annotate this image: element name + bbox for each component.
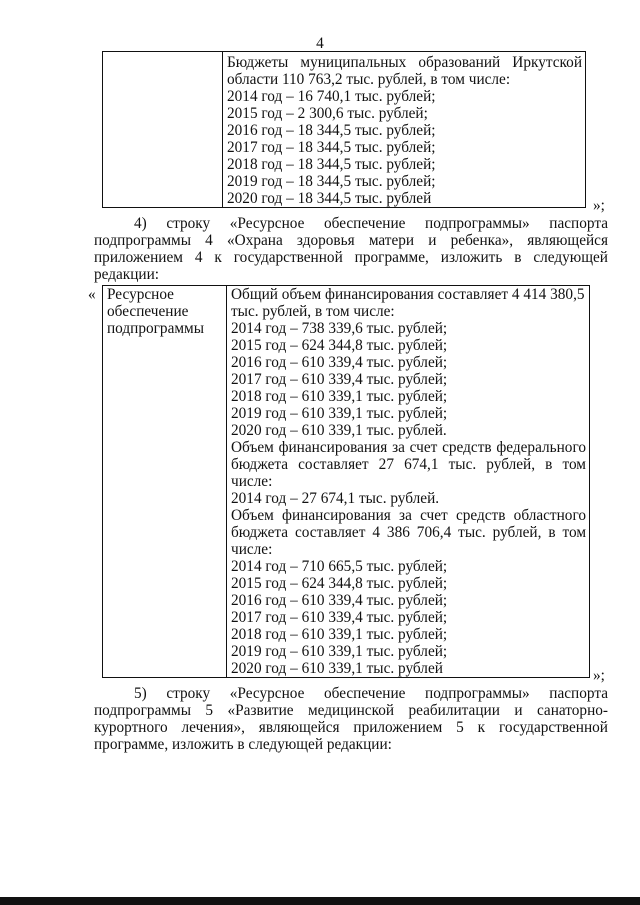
table-line: Общий объем финансирования составляет 4 414 380,5 bbox=[231, 286, 585, 303]
table-line: 2020 год – 610 339,1 тыс. рублей. bbox=[231, 422, 447, 439]
opening-quote-mark: « bbox=[88, 286, 96, 303]
table-line: 2017 год – 610 339,4 тыс. рублей; bbox=[231, 371, 448, 388]
table-line: 2016 год – 610 339,4 тыс. рублей; bbox=[231, 592, 448, 609]
table-label-line: Ресурсное bbox=[107, 286, 174, 303]
resource-table-continuation bbox=[102, 51, 586, 208]
paragraph-line: подпрограммы 5 «Развитие медицинской реабилитации и санаторно- bbox=[94, 702, 608, 719]
table-line: 2018 год – 18 344,5 тыс. рублей; bbox=[227, 156, 436, 173]
resource-table-subprogram-4 bbox=[102, 285, 590, 678]
paragraph-line: 4) строку «Ресурсное обеспечение подпрограммы» паспорта bbox=[134, 215, 608, 232]
page-number: 4 bbox=[316, 35, 324, 52]
table-line: 2015 год – 2 300,6 тыс. рублей; bbox=[227, 105, 428, 122]
table-line: 2017 год – 18 344,5 тыс. рублей; bbox=[227, 139, 436, 156]
table-line: числе: bbox=[231, 541, 273, 558]
table-line: 2018 год – 610 339,1 тыс. рублей; bbox=[231, 626, 448, 643]
table-label-line: обеспечение bbox=[107, 303, 189, 320]
table-row bbox=[103, 52, 586, 208]
table-line: 2016 год – 610 339,4 тыс. рублей; bbox=[231, 354, 448, 371]
table-line: 2019 год – 610 339,1 тыс. рублей; bbox=[231, 405, 448, 422]
table-line: 2016 год – 18 344,5 тыс. рублей; bbox=[227, 122, 436, 139]
table-line: 2018 год – 610 339,1 тыс. рублей; bbox=[231, 388, 448, 405]
table-line: числе: bbox=[231, 473, 273, 490]
table-line: 2014 год – 738 339,6 тыс. рублей; bbox=[231, 320, 448, 337]
table-line: 2014 год – 27 674,1 тыс. рублей. bbox=[231, 490, 440, 507]
table-line: бюджета составляет 4 386 706,4 тыс. рублей, в том bbox=[231, 524, 586, 541]
scan-edge bbox=[0, 897, 640, 905]
paragraph-line: редакции: bbox=[94, 266, 160, 283]
table-line: 2020 год – 610 339,1 тыс. рублей bbox=[231, 660, 443, 677]
table-line: Бюджеты муниципальных образований Иркутской bbox=[227, 54, 582, 71]
table-line: 2019 год – 610 339,1 тыс. рублей; bbox=[231, 643, 448, 660]
table-row bbox=[103, 286, 590, 678]
closing-quote-mark: »; bbox=[593, 197, 605, 214]
paragraph-item-4 bbox=[94, 215, 608, 283]
table-line: области 110 763,2 тыс. рублей, в том числе: bbox=[227, 71, 511, 88]
paragraph-line: курортного лечения», являющейся приложением 5 к государственной bbox=[94, 719, 608, 736]
paragraph-line: подпрограммы 4 «Охрана здоровья матери и ребенка», являющейся bbox=[94, 232, 608, 249]
table-line: бюджета составляет 27 674,1 тыс. рублей, в том bbox=[231, 456, 586, 473]
table-line: Объем финансирования за счет средств областного bbox=[231, 507, 586, 524]
table-label-cell bbox=[103, 286, 227, 678]
table-line: 2017 год – 610 339,4 тыс. рублей; bbox=[231, 609, 448, 626]
paragraph-line: программе, изложить в следующей редакции: bbox=[94, 736, 392, 753]
table-line: тыс. рублей, в том числе: bbox=[231, 303, 395, 320]
table-value-cell bbox=[227, 286, 590, 678]
table-line: Объем финансирования за счет средств федерального bbox=[231, 439, 586, 456]
table-line: 2015 год – 624 344,8 тыс. рублей; bbox=[231, 337, 448, 354]
table-value-cell bbox=[223, 52, 586, 208]
table-label-cell bbox=[103, 52, 223, 208]
table-line: 2020 год – 18 344,5 тыс. рублей bbox=[227, 190, 432, 207]
paragraph-line: 5) строку «Ресурсное обеспечение подпрограммы» паспорта bbox=[134, 685, 608, 702]
table-line: 2014 год – 710 665,5 тыс. рублей; bbox=[231, 558, 448, 575]
table-line: 2015 год – 624 344,8 тыс. рублей; bbox=[231, 575, 448, 592]
table-label-line: подпрограммы bbox=[107, 320, 205, 337]
closing-quote-mark: »; bbox=[593, 667, 605, 684]
paragraph-line: приложением 4 к государственной программе, изложить в следующей bbox=[94, 249, 608, 266]
paragraph-item-5 bbox=[94, 685, 608, 753]
table-line: 2019 год – 18 344,5 тыс. рублей; bbox=[227, 173, 436, 190]
table-line: 2014 год – 16 740,1 тыс. рублей; bbox=[227, 88, 436, 105]
